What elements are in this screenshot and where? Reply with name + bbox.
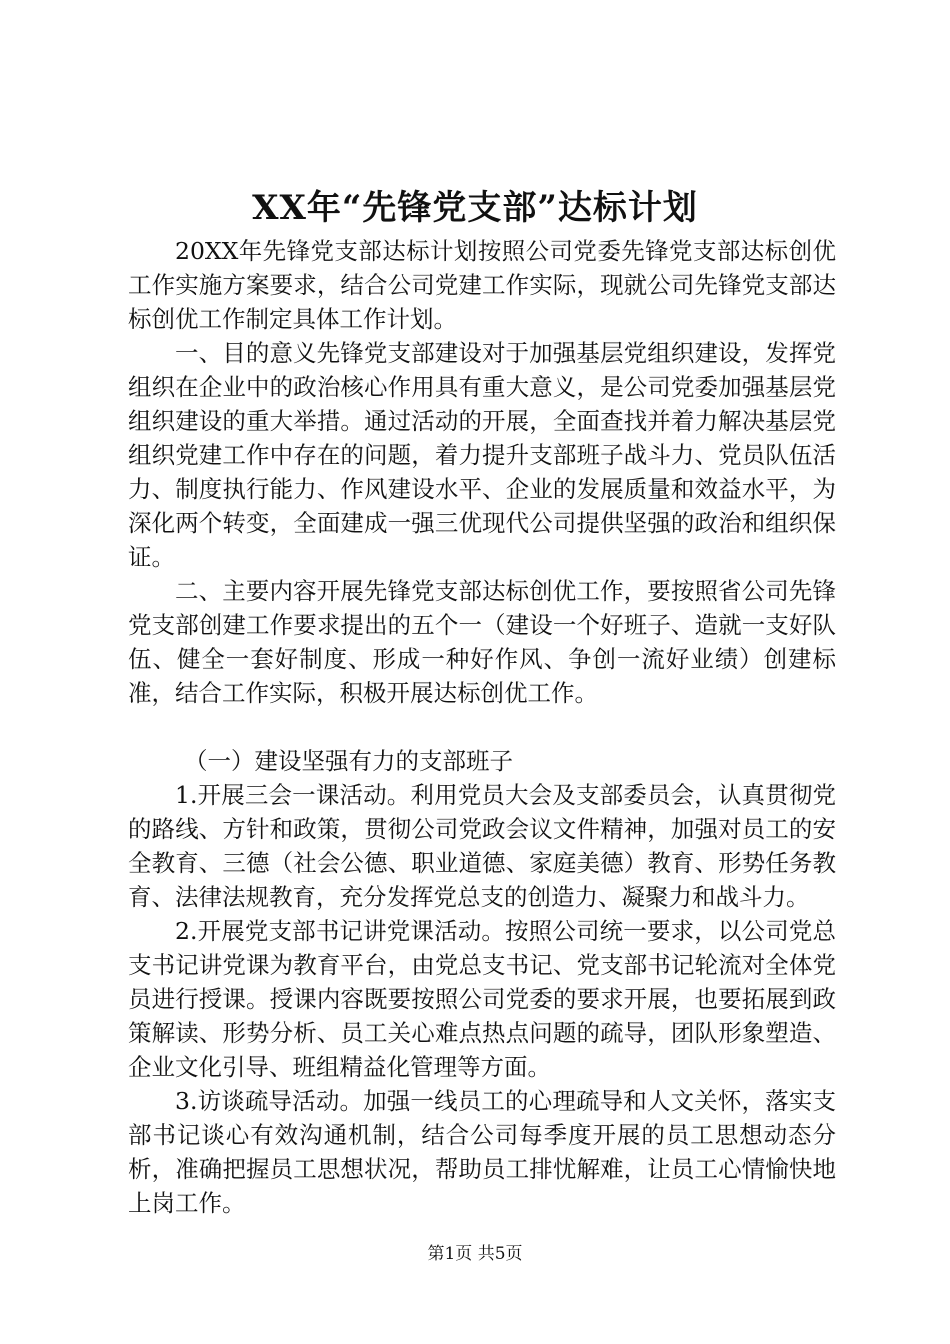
page-footer: 第1页 共5页 (427, 1244, 523, 1264)
document-body (128, 234, 836, 1220)
section-heading: （一）建设坚强有力的支部班子 (184, 747, 513, 775)
paragraph-item-2: 2.开展党支部书记讲党课活动。按照公司统一要求，以公司党总支书记讲党课为教育平台，由党总支书记、党支部书记轮流对全体党员进行授课。授课内容既要按照公司党委的要求开展，也要拓展到政策解读、形势分析、员工关心难点热点问题的疏导，团队形象塑造、企业文化引导、班组精益化管理等方面。 (128, 917, 836, 1081)
paragraph-intro: 20XX年先锋党支部达标计划按照公司党委先锋党支部达标创优工作实施方案要求，结合公司党建工作实际，现就公司先锋党支部达标创优工作制定具体工作计划。 (128, 237, 836, 333)
paragraph-item-1: 1.开展三会一课活动。利用党员大会及支部委员会，认真贯彻党的路线、方针和政策，贯彻公司党政会议文件精神，加强对员工的安全教育、三德（社会公德、职业道德、家庭美德）教育、形势任务教育、法律法规教育，充分发挥党总支的创造力、凝聚力和战斗力。 (128, 781, 836, 911)
paragraph-main-content: 二、主要内容开展先锋党支部达标创优工作，要按照省公司先锋党支部创建工作要求提出的五个一（建设一个好班子、造就一支好队伍、健全一套好制度、形成一种好作风、争创一流好业绩）创建标准，结合工作实际，积极开展达标创优工作。 (128, 577, 836, 707)
paragraph-item-3: 3.访谈疏导活动。加强一线员工的心理疏导和人文关怀，落实支部书记谈心有效沟通机制，结合公司每季度开展的员工思想动态分析，准确把握员工思想状况，帮助员工排忧解难，让员工心情愉快地上岗工作。 (128, 1087, 836, 1217)
paragraph-purpose: 一、目的意义先锋党支部建设对于加强基层党组织建设，发挥党组织在企业中的政治核心作用具有重大意义，是公司党委加强基层党组织建设的重大举措。通过活动的开展，全面查找并着力解决基层党组织党建工作中存在的问题，着力提升支部班子战斗力、党员队伍活力、制度执行能力、作风建设水平、企业的发展质量和效益水平，为深化两个转变，全面建成一强三优现代公司提供坚强的政治和组织保证。 (128, 339, 836, 571)
document-title: XX年“先锋党支部”达标计划 (252, 188, 698, 228)
